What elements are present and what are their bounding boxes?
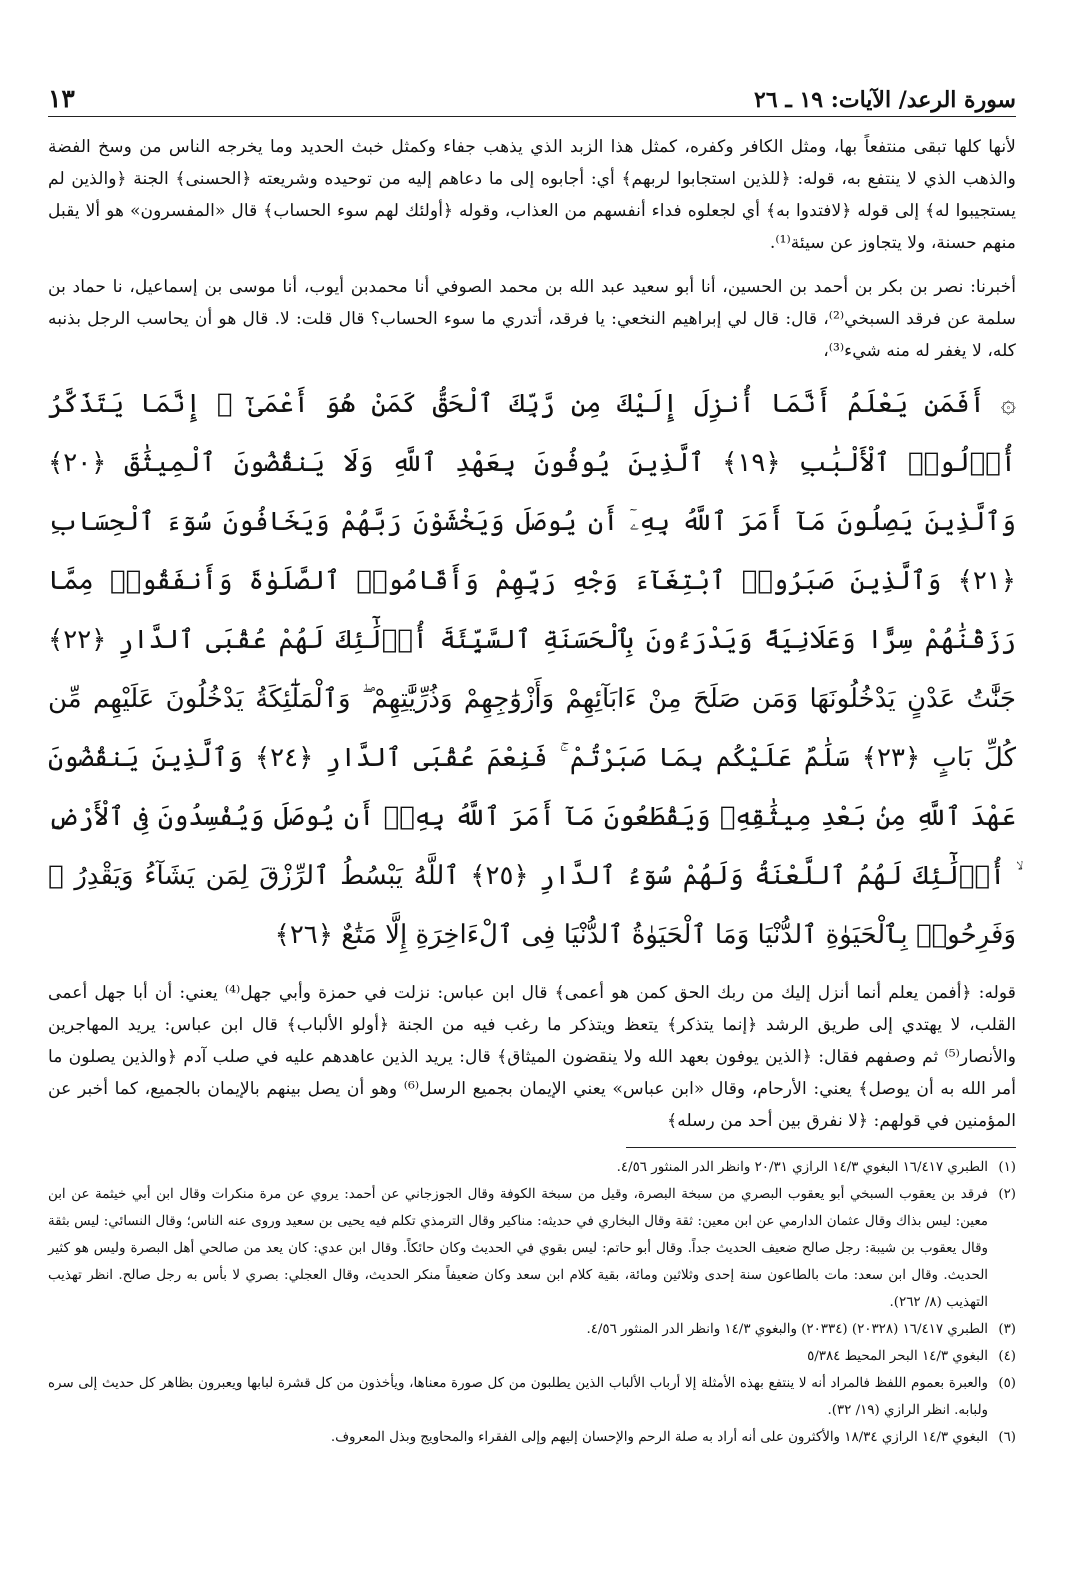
footnote	[48, 1370, 1016, 1424]
footnote	[48, 1181, 1016, 1316]
running-title: سورة الرعد/ الآيات: ١٩ ـ ٢٦	[740, 87, 1016, 116]
footnotes	[48, 1154, 1016, 1451]
footnote-number: (٥)	[998, 1376, 1016, 1391]
footnote	[48, 1343, 1016, 1370]
footnote	[48, 1424, 1016, 1451]
footnote	[48, 1316, 1016, 1343]
footnote-text: الطبري ١٦/٤١٧ البغوي ١٤/٣ الرازي ٢٠/٣١ وانظر الدر المنثور ٤/٥٦.	[616, 1160, 988, 1175]
footnote-text: الطبري ١٦/٤١٧ (٢٠٣٢٨) (٢٠٣٣٤) والبغوي ١٤/٣ وانظر الدر المنثور ٤/٥٦.	[586, 1322, 988, 1337]
footnote-number: (٤)	[998, 1349, 1016, 1364]
footnote-number: (٦)	[998, 1430, 1016, 1445]
footnote-number: (٢)	[998, 1187, 1016, 1202]
page-header	[48, 72, 1016, 117]
footnote	[48, 1154, 1016, 1181]
footnote-text: البغوي ١٤/٣ البحر المحيط ٥/٣٨٤	[807, 1349, 988, 1364]
footnote-text: فرقد بن يعقوب السبخي أبو يعقوب البصري من سبخة البصرة، وقيل من سبخة الكوفة وقال الجوزجاني عن أحمد: يروي عن مرة منكرات وقال ابن أبي خيثمة عن ابن معين: ليس بذاك وقال عثمان الدارمي عن ابن معين: ثقة وقال البخاري في حديثه: مناكير وقال الترمذي تكلم فيه يحيى بن سعيد وروى عنه الناس؛ وقال النسائي: ليس بثقة وقال يعقوب بن شيبة: رجل صالح ضعيف الحديث جداً. وقال أبو حاتم: ليس بقوي في الحديث وكان حائكاً. وقال ابن عدي: كان يعد من صالحي أهل البصرة وليس هو كثير الحديث. وقال ابن سعد: مات بالطاعون سنة إحدى وثلاثين ومائة، بقية كلام ابن سعد وكان ضعيفاً منكر الحديث، وقال العجلي: بصري لا بأس به رجل صالح. انظر تهذيب التهذيب (٨/ ٢٦٢).	[48, 1187, 988, 1310]
body-paragraph: لأنها كلها تبقى منتفعاً بها، ومثل الكافر وكفره، كمثل هذا الزبد الذي يذهب جفاء وكمثل خبث الحديد وما يخرجه الناس من وسخ الفضة والذهب الذي لا ينتفع به، قوله: ﴿للذين استجابوا لربهم﴾ أي: أجابوه إلى ما دعاهم إليه من توحيده وشريعته ﴿الحسنى﴾ الجنة ﴿والذين لم يستجيبوا له﴾ إلى قوله ﴿لافتدوا به﴾ أي لجعلوه فداء أنفسهم من العذاب، وقوله ﴿أولئك لهم سوء الحساب﴾ قال «المفسرون» هو ألا يقبل منهم حسنة، ولا يتجاوز عن سيئة⁽¹⁾.	[48, 137, 1016, 253]
hadith-paragraph: أخبرنا: نصر بن بكر بن أحمد بن الحسين، أنا أبو سعيد عبد الله بن محمد الصوفي أنا محمدبن أيوب، أنا موسى بن إسماعيل، نا حماد بن سلمة عن فرقد السبخي⁽²⁾، قال: قال لي إبراهيم النخعي: يا فرقد، أتدري ما سوء الحساب؟ قال قلت: لا. قال هو أن يحاسب الرجل بذنبه كله، لا يغفر له منه شيء⁽³⁾،	[48, 277, 1016, 361]
footnote-divider	[626, 1147, 1016, 1148]
quran-verses: ۞ أَفَمَن يَعْلَمُ أَنَّمَا أُنزِلَ إِلَيْكَ مِن رَّبِّكَ ٱلْحَقُّ كَمَنْ هُوَ أَعْمَىٰٓ ۚ إِنَّمَا يَتَذَكَّرُ أُو۟لُوا۟ ٱلْأَلْبَٰبِ ﴿١٩﴾ ٱلَّذِينَ يُوفُونَ بِعَهْدِ ٱللَّهِ وَلَا يَنقُضُونَ ٱلْمِيثَٰقَ ﴿٢٠﴾ وَٱلَّذِينَ يَصِلُونَ مَآ أَمَرَ ٱللَّهُ بِهِۦٓ أَن يُوصَلَ وَيَخْشَوْنَ رَبَّهُمْ وَيَخَافُونَ سُوٓءَ ٱلْحِسَابِ ﴿٢١﴾ وَٱلَّذِينَ صَبَرُوا۟ ٱبْتِغَآءَ وَجْهِ رَبِّهِمْ وَأَقَامُوا۟ ٱلصَّلَوٰةَ وَأَنفَقُوا۟ مِمَّا رَزَقْنَٰهُمْ سِرًّا وَعَلَانِيَةً وَيَدْرَءُونَ بِٱلْحَسَنَةِ ٱلسَّيِّئَةَ أُو۟لَٰٓئِكَ لَهُمْ عُقْبَى ٱلدَّارِ ﴿٢٢﴾ جَنَّٰتُ عَدْنٍ يَدْخُلُونَهَا وَمَن صَلَحَ مِنْ ءَابَآئِهِمْ وَأَزْوَٰجِهِمْ وَذُرِّيَّٰتِهِمْ ۖ وَٱلْمَلَٰٓئِكَةُ يَدْخُلُونَ عَلَيْهِم مِّن كُلِّ بَابٍ ﴿٢٣﴾ سَلَٰمٌ عَلَيْكُم بِمَا صَبَرْتُمْ ۚ فَنِعْمَ عُقْبَى ٱلدَّارِ ﴿٢٤﴾ وَٱلَّذِينَ يَنقُضُونَ عَهْدَ ٱللَّهِ مِنۢ بَعْدِ مِيثَٰقِهِۦ وَيَقْطَعُونَ مَآ أَمَرَ ٱللَّهُ بِهِۦٓ أَن يُوصَلَ وَيُفْسِدُونَ فِى ٱلْأَرْضِ ۙ أُو۟لَٰٓئِكَ لَهُمُ ٱللَّعْنَةُ وَلَهُمْ سُوٓءُ ٱلدَّارِ ﴿٢٥﴾ ٱللَّهُ يَبْسُطُ ٱلرِّزْقَ لِمَن يَشَآءُ وَيَقْدِرُ ۚ وَفَرِحُوا۟ بِٱلْحَيَوٰةِ ٱلدُّنْيَا وَمَا ٱلْحَيَوٰةُ ٱلدُّنْيَا فِى ٱلْءَاخِرَةِ إِلَّا مَتَٰعٌ ﴿٢٦﴾	[48, 389, 1017, 950]
footnote-text: والعبرة بعموم اللفظ فالمراد أنه لا ينتفع بهذه الأمثلة إلا أرباب الألباب الذين يطلبون من كل صورة معناها، ويأخذون من كل قشرة لبابها ويعبرون بظاهر كل حديث إلى سره ولبابه. انظر الرازي (١٩/ ٣٢).	[48, 1376, 988, 1418]
page-number: ١٣	[48, 84, 75, 113]
footnote-number: (١)	[998, 1160, 1016, 1175]
footnote-number: (٣)	[998, 1322, 1016, 1337]
commentary-paragraph: قوله: ﴿أفمن يعلم أنما أنزل إليك من ربك الحق كمن هو أعمى﴾ قال ابن عباس: نزلت في حمزة وأبي جهل⁽⁴⁾ يعني: أن أبا جهل أعمى القلب، لا يهتدي إلى طريق الرشد ﴿إنما يتذكر﴾ يتعظ ويتذكر ما رغب فيه من الجنة ﴿أولو الألباب﴾ قال ابن عباس: يريد المهاجرين والأنصار⁽⁵⁾ ثم وصفهم فقال: ﴿الذين يوفون بعهد الله ولا ينقضون الميثاق﴾ قال: يريد الذين عاهدهم عليه في صلب آدم ﴿والذين يصلون ما أمر الله به أن يوصل﴾ يعني: الأرحام، وقال «ابن عباس» يعني الإيمان بجميع الرسل⁽⁶⁾ وهو أن يصل بينهم بالإيمان بالجميع، كما أخبر عن المؤمنين في قولهم: ﴿لا نفرق بين أحد من رسله﴾	[48, 983, 1017, 1131]
footnote-text: البغوي ١٤/٣ الرازي ١٨/٣٤ والأكثرون على أنه أراد به صلة الرحم والإحسان إليهم وإلى الفقراء والمحاويج وبذل المعروف.	[330, 1430, 988, 1445]
